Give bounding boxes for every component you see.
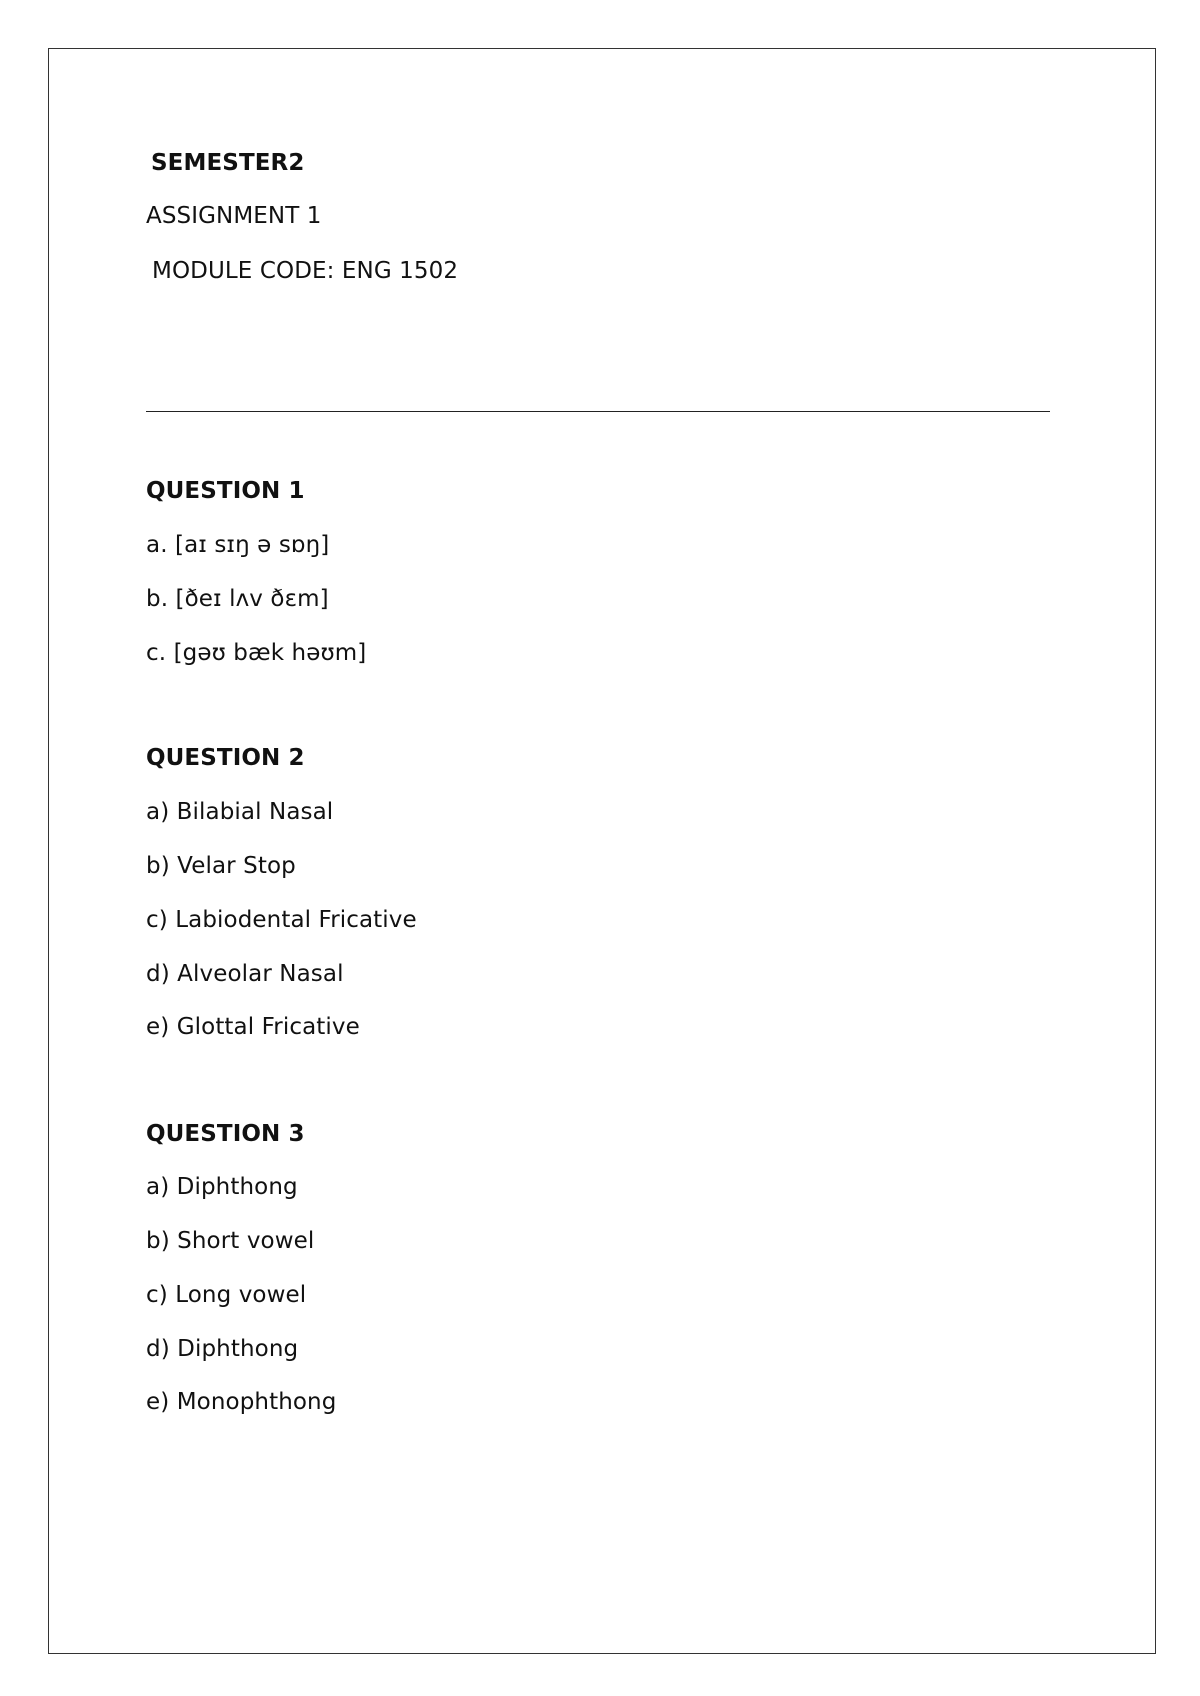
question-2-answer-c: c) Labiodental Fricative [146,907,417,933]
module-code: MODULE CODE: ENG 1502 [152,258,459,284]
question-2-answer-d: d) Alveolar Nasal [146,961,344,987]
question-1-answer-a: a. [aɪ sɪŋ ə sɒŋ] [146,532,330,558]
question-3-answer-d: d) Diphthong [146,1336,299,1362]
question-2-answer-a: a) Bilabial Nasal [146,799,334,825]
horizontal-divider [146,411,1050,412]
question-3-answer-b: b) Short vowel [146,1228,315,1254]
question-3-answer-a: a) Diphthong [146,1174,298,1200]
question-1-answer-c: c. [gəʊ bæk həʊm] [146,640,367,666]
question-2-answer-e: e) Glottal Fricative [146,1014,360,1040]
question-2-answer-b: b) Velar Stop [146,853,296,879]
question-1-answer-b: b. [ðeɪ lʌv ðɛm] [146,586,329,612]
question-3-title: QUESTION 3 [146,1121,305,1147]
question-2-title: QUESTION 2 [146,745,305,771]
question-3-answer-c: c) Long vowel [146,1282,307,1308]
question-1-title: QUESTION 1 [146,478,305,504]
semester-heading: SEMESTER2 [151,150,305,176]
assignment-title: ASSIGNMENT 1 [146,203,322,229]
question-3-answer-e: e) Monophthong [146,1389,337,1415]
